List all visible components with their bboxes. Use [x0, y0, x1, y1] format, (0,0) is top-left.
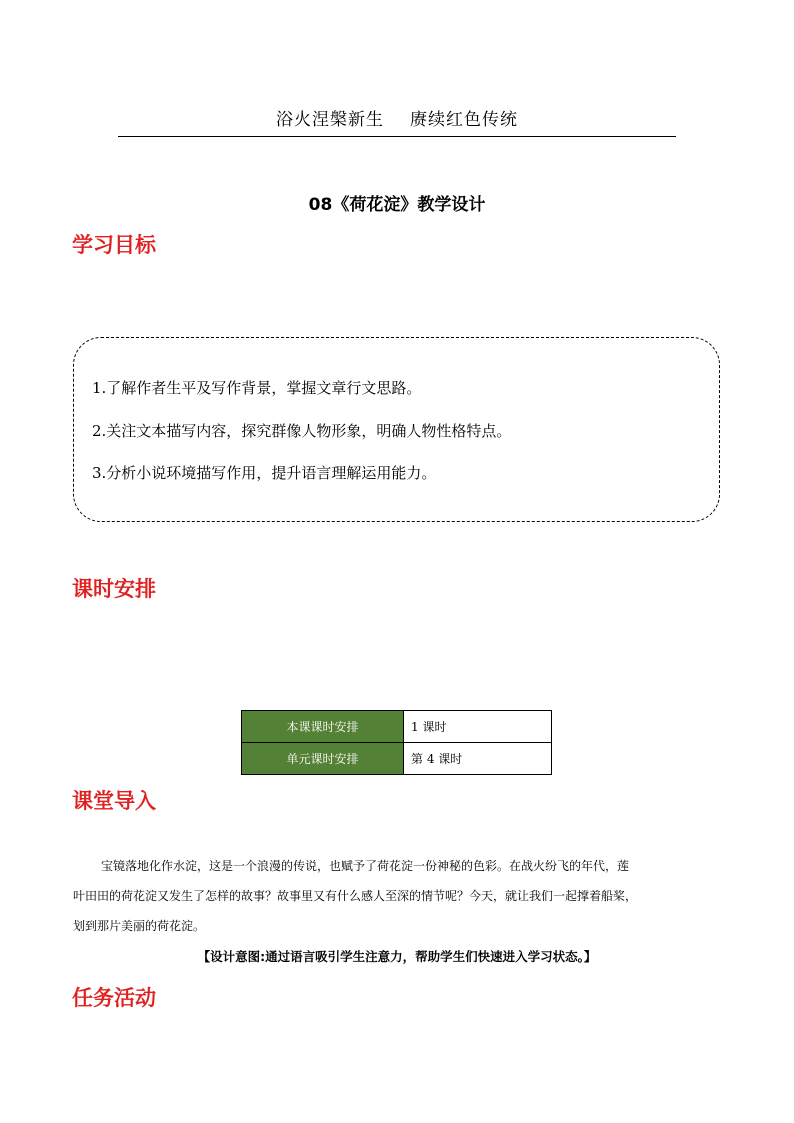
header-divider [118, 136, 676, 137]
schedule-table [241, 710, 552, 775]
section-heading-intro: 课堂导入 [72, 789, 156, 813]
intro-paragraph-line: 叶田田的荷花淀又发生了怎样的故事？故事里又有什么感人至深的情节呢？今天，就让我们一起撑着船桨， [73, 889, 638, 903]
schedule-value: 第 4 课时 [404, 743, 552, 775]
goal-item-1: 1.了解作者生平及写作背景，掌握文章行文思路。 [92, 379, 422, 397]
table-row [242, 711, 552, 743]
section-heading-schedule: 课时安排 [72, 577, 156, 601]
section-heading-tasks: 任务活动 [72, 986, 156, 1010]
document-title: 08《荷花淀》教学设计 [308, 195, 486, 215]
intro-paragraph-line: 划到那片美丽的荷花淀。 [73, 919, 206, 933]
schedule-label: 本课课时安排 [242, 711, 404, 743]
schedule-label: 单元课时安排 [242, 743, 404, 775]
header-title-part1: 浴火涅槃新生 [276, 110, 384, 130]
goal-item-2: 2.关注文本描写内容，探究群像人物形象，明确人物性格特点。 [92, 422, 512, 440]
schedule-value: 1 课时 [404, 711, 552, 743]
goal-item-3: 3.分析小说环境描写作用，提升语言理解运用能力。 [92, 464, 437, 482]
header-title-part2: 赓续红色传统 [410, 110, 518, 130]
intro-paragraph-line: 宝镜落地化作水淀，这是一个浪漫的传说，也赋予了荷花淀一份神秘的色彩。在战火纷飞的年代，莲 [101, 859, 630, 873]
table-row [242, 743, 552, 775]
section-heading-goals: 学习目标 [72, 233, 156, 257]
running-header [0, 105, 794, 130]
design-intent-note: 【设计意图:通过语言吸引学生注意力，帮助学生们快速进入学习状态。】 [197, 949, 597, 964]
